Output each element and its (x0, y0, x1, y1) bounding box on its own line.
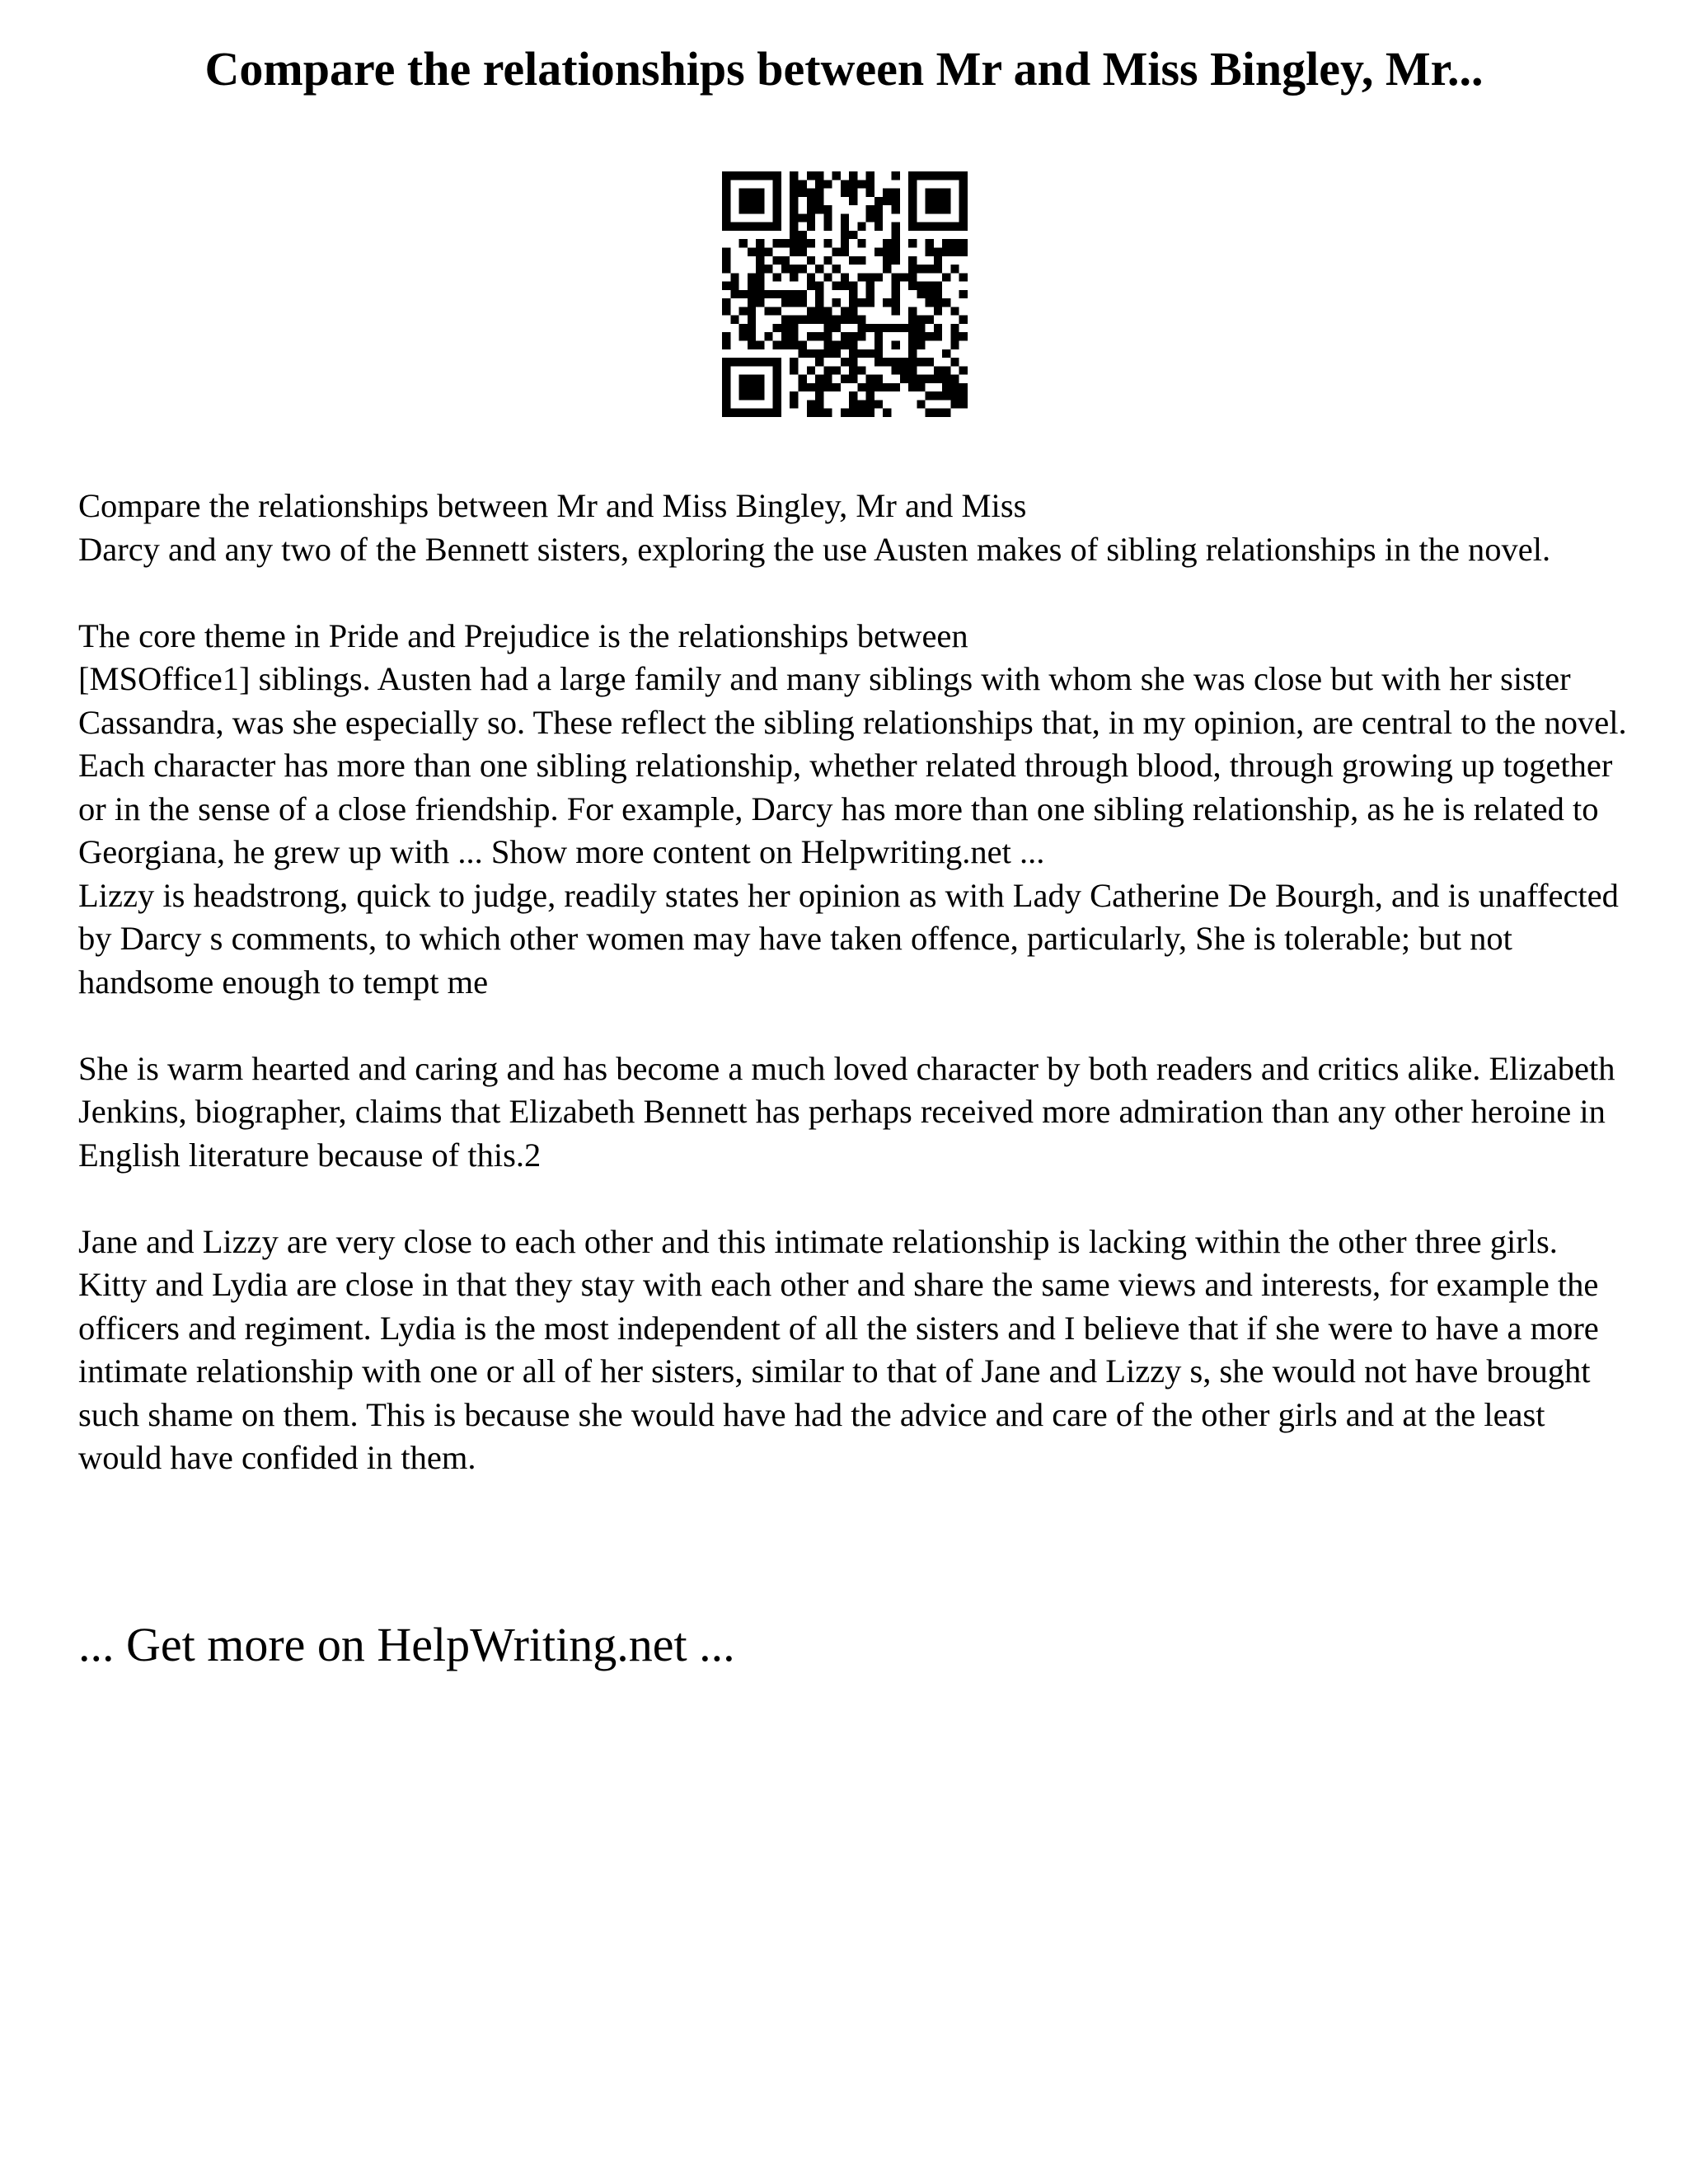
core-theme-continuation: [MSOffice1] siblings. Austen had a large family and many siblings with whom she was close but with her sister Cassandra, was she especially so. These reflect the sibling relationships that, in my opinion, are central to the novel. Each character has more than one sibling relationship, whether related through blood, through growing up together or in the sense of a close friendship. For example, Darcy has more than one sibling relationship, as he is related to Georgiana, he grew up with ... Show more content on Helpwriting.net ... (78, 660, 1627, 870)
qr-code (722, 171, 968, 417)
document-body (78, 485, 1628, 1480)
warm-hearted-paragraph: She is warm hearted and caring and has become a much loved character by both readers and critics alike. Elizabeth Jenkins, biographer, claims that Elizabeth Bennett has perhaps received more admiration than any other heroine in English literature because of this.2 (78, 1049, 1615, 1174)
intro-paragraph (78, 485, 1628, 571)
jane-lizzy-paragraph: Jane and Lizzy are very close to each other and this intimate relationship is lacking within the other three girls. Kitty and Lydia are close in that they stay with each other and share the same views and interests, for example the officers and regiment. Lydia is the most independent of all the sisters and I believe that if she were to have a more intimate relationship with one or all of her sisters, similar to that of Jane and Lizzy s, she would not have brought such shame on them. This is because she would have had the advice and care of the other girls and at the least would have confided in them. (78, 1222, 1599, 1476)
intro-first-line: Compare the relationships between Mr and Miss Bingley, Mr and Miss (78, 487, 1027, 524)
page-title: Compare the relationships between Mr and Miss Bingley, Mr... (204, 42, 1484, 96)
get-more-link[interactable]: ... Get more on HelpWriting.net ... (78, 1618, 735, 1671)
lizzy-paragraph: Lizzy is headstrong, quick to judge, readily states her opinion as with Lady Catherine De Bourgh, and is unaffected by Darcy s comments, to which other women may have taken offence, particularly, She is tolerable; but not handsome enough to tempt me (78, 876, 1619, 1001)
core-theme-paragraph (78, 615, 1628, 874)
intro-continuation: Darcy and any two of the Bennett sisters, exploring the use Austen makes of sibling relationships in the novel. (78, 530, 1551, 568)
core-theme-first-line: The core theme in Pride and Prejudice is the relationships between (78, 616, 968, 654)
